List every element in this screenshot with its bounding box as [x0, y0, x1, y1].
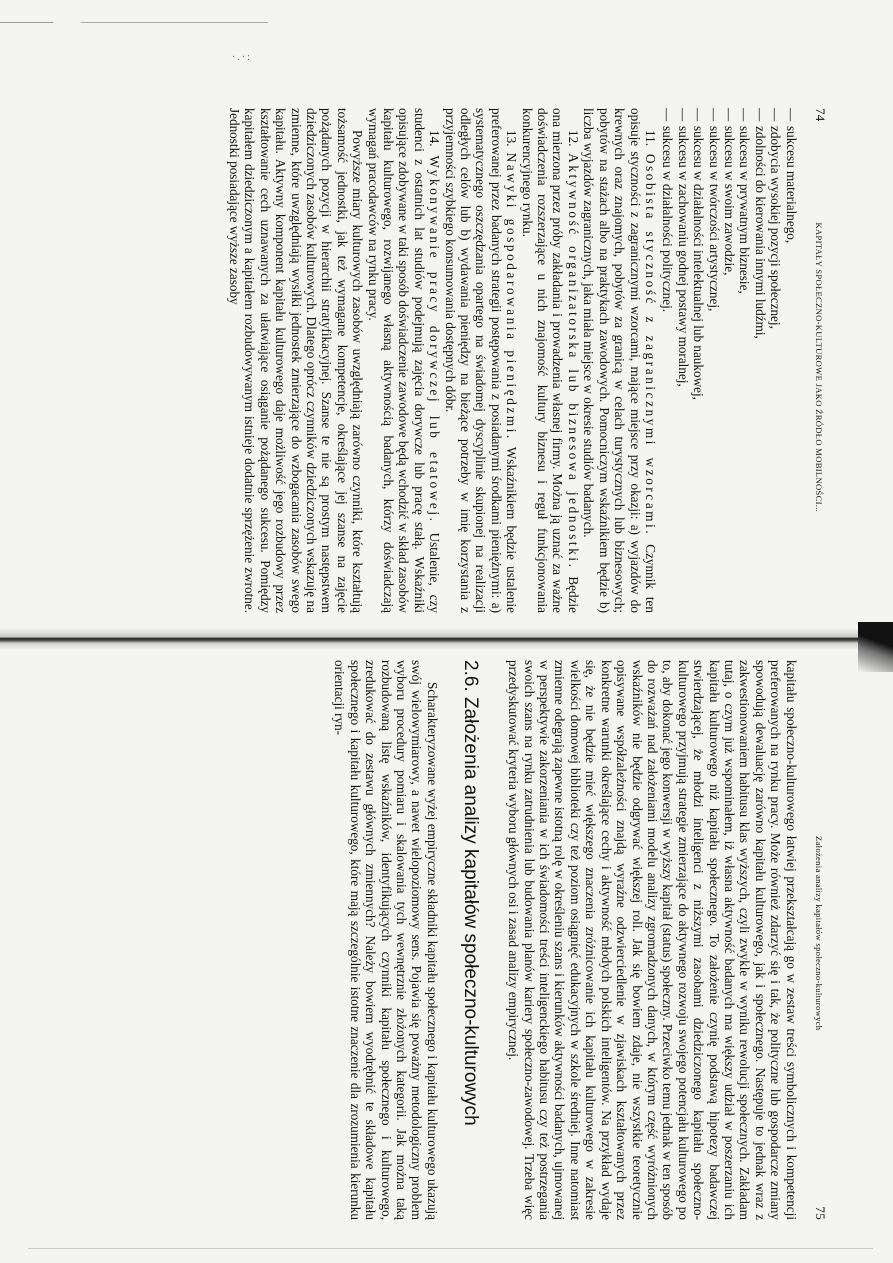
- item-body: Będzie ona mierzona przez próby zakładania i prowadzenia własnej firmy. Można ją uznać za ważne doświadczenia rozszerzające u nich znajomość kultury biznesu i reguł funkcjonowania konkurencyjnego rynku.: [519, 108, 581, 613]
- list-item: — zdobycia wysokiej pozycji społecznej,: [768, 108, 783, 613]
- paragraph-13: [442, 108, 519, 613]
- page-number: 75: [813, 1206, 828, 1220]
- paragraph-12: [519, 108, 581, 613]
- list-item: — sukcesu w swoim zawodzie,: [722, 108, 737, 613]
- item-number: 11.: [642, 130, 658, 146]
- paragraph-continuation: kapitału społeczno-kulturowego łatwiej przekształcają go w zestaw treści symbolicznych i kompetencji preferowanych na rynku pracy. Może również zdarzyć się i tak, że polityczne lub gospodarcze zmiany spowodują dewaluację zarówno kapitału kulturowego, jak i społecznego. Następuje to jednak wraz z zakwestionowaniem habitusu klas wyższych, czyli zwykle w wyniku rewolucji społecznych. Zakładam tutaj, o czym już wspominałem, iż własna aktywność badanych ma większy udział w poszerzaniu ich kapitału kulturowego niż kapitału społecznego. To założenie czynię podstawą hipotezy badawczej stwierdzającej, że młodzi inteligenci z niższymi zasobami dziedziczonego kapitału społeczno-kulturowego przyjmują strategie zmierzające do aktywnego rozwoju swojego potencjału kulturowego po to, aby dokonać jego konwersji w wyższy kapitał (status) społeczny. Przeciwko temu jednak w ten sposób do rozważań nad założeniami modelu analizy zgromadzonych danych, w którym część wyróżnionych wskaźników nie będzie odgrywać większej roli. Jak się bowiem zdaje, nie wszystkie teoretycznie opisywane współzależności znajdą wyraźne odzwierciedlenie w zjawiskach kształtowanych przez konkretne warunki określające cechy i aktywność młodych polskich inteligentów. Na przykład wydaje się, że nie będzie mieć większego znaczenia zróżnicowanie ich kapitału kulturowego w zakresie wielkości domowej biblioteki czy też poziom osiągnięć edukacyjnych w szkole średniej. Inne natomiast zmienne odegrają zapewne istotną rolę w określeniu szans i kierunków aktywności badanych, ujmowanej w perspektywie zakorzeniania w ich świadomości treści inteligenckiego habitusu czy też postrzegania swoich szans na rynku zatrudnienia lub budowania planów kariery społeczno-zawodowej. Trzeba więc przedyskutować kryteria wyboru głównych osi i zasad analizy empirycznej.: [506, 660, 799, 1220]
- page-74: [68, 108, 828, 613]
- item-heading: Osobista styczność z zagranicznymi wzorcami.: [642, 153, 658, 537]
- list-item: — zdolności do kierowania innymi ludźmi,: [752, 108, 767, 613]
- list-item: — sukcesu materialnego,: [783, 108, 798, 613]
- item-body: Ustalenie, czy studenci z ostatnich lat studiów podejmują zajęcia dorywcze lub pracę stałą. Wskaźniki opisujące zdobywane w taki sposób doświadczenie zawodowe będą wchodzić w skład zasobów kapitału kulturowego, rozwijanego własną aktywnością badanych, którzy doświadczają wymagań pracodawców na rynku pracy.: [365, 108, 443, 614]
- scan-edge-line: [0, 22, 893, 23]
- section-heading: 2.6. Założenia analizy kapitałów społeczno-kulturowych: [459, 660, 481, 1126]
- gutter-corner-shadow: [858, 622, 893, 672]
- paragraph-section-intro: Scharakteryzowane wyżej empiryczne składniki kapitału społecznego i kapitału kulturowego ukazują swój wielowymiarowy, a nawet wielopoziomowy sens. Pojawia się poważny metodologiczny problem wyboru procedury pomiaru i skalowania tych wewnętrznie złożonych kategorii. Jak można taką rozbudowaną listę wskaźników, identyfikujących czynniki kapitału społecznego i kulturowego, zredukować do zestawu głównych zmiennych? Należy bowiem wyodrębnić te składowe kapitału społecznego i kapitału kulturowego, które mają szczególnie istotne znaczenie dla zrozumienia kierunku orientacji ryn-: [332, 660, 440, 1220]
- item-heading: Nawyki gospodarowania pieniędzmi.: [504, 152, 520, 441]
- success-list: [660, 108, 799, 613]
- page-75: [68, 660, 828, 1220]
- item-heading: Wykonywanie pracy dorywczej lub etatowej.: [427, 155, 443, 524]
- item-body: Wskaźnikiem będzie ustalenie preferowanej przez badanych strategii postępowania z posiadanymi środkami pieniężnymi: a) systematycznego oszczędzania opartego na świadomej dyscyplinie skupionej na realizacji odległych celów lub b) wydawania pieniędzy na bieżące potrzeby w imię korzystania z przyjemności szybkiego konsumowania dostępnych dóbr.: [442, 108, 520, 614]
- list-item: — sukcesu w prywatnym biznesie,: [737, 108, 752, 613]
- paragraph-14: [365, 108, 442, 613]
- running-head-75: [811, 660, 828, 1220]
- scan-speckle: ·.·:: [232, 52, 252, 63]
- book-gutter: [0, 628, 893, 650]
- scan-bottom-line: [28, 1248, 873, 1249]
- paragraph-11: [581, 108, 658, 613]
- paragraph-summary: Powyższe miary kulturowych zasobów uwzględniają zarówno czynniki, które kształtują tożsamość jednostki, jak też wymagane kompetencje, określające jej szanse na zajęcie pożądanych pozycji w hierarchii stratyfikacyjnej. Szanse te nie są prostym następstwem dziedziczonych zasobów kulturowych. Dlatego oprócz czynników dziedziczonych wskazuję na zmienne, które uwzględniają wysiłki jednostek zmierzające do wzbogacania zasobów swego kapitału. Aktywny komponent kapitału kulturowego daje możliwość jego rozbudowy przez kształtowanie cech uznawanych za ułatwiające osiąganie pożądanego sukcesu. Pomiędzy kapitałem dziedziczonym a kapitałem rozbudowywanym istnieje dodatnie sprzężenie zwrotne. Jednostki posiadające wyższe zasoby: [226, 108, 366, 613]
- list-item: — sukcesu w twórczości artystycznej,: [706, 108, 721, 613]
- item-heading: Aktywność organizatorska lub biznesowa jednostki.: [565, 153, 581, 570]
- item-number: 13.: [504, 130, 520, 147]
- list-item: — sukcesu w działalności intelektualnej lub naukowej,: [691, 108, 706, 613]
- running-head-title: KAPITAŁY SPOŁECZNO-KULTUROWE JAKO ŹRÓDŁO MOBILNOŚCI...: [814, 222, 824, 513]
- running-head-title: Założenia analizy kapitałów społeczno-kulturowych: [814, 836, 824, 1031]
- page-number: 74: [813, 108, 828, 122]
- running-head-74: [811, 108, 828, 613]
- item-number: 12.: [565, 130, 581, 147]
- item-body: Czynnik ten opisuje styczności z zagranicznymi wzorcami, mające miejsce przy okazji: a) wyjazdów do krewnych oraz znajomych, pobytów za granicą w celach turystycznych lub biznesowych; pobytów na stażach albo na praktykach zawodowych. Pomocniczym wskaźnikiem będzie b) liczba wyjazdów zagranicznych, jaka miała miejsce w okresie studiów badanych.: [581, 108, 658, 614]
- list-item: — sukcesu w działalności politycznej.: [660, 108, 675, 613]
- item-number: 14.: [427, 130, 443, 147]
- list-item: — sukcesu w zachowaniu godnej postawy moralnej,: [675, 108, 690, 613]
